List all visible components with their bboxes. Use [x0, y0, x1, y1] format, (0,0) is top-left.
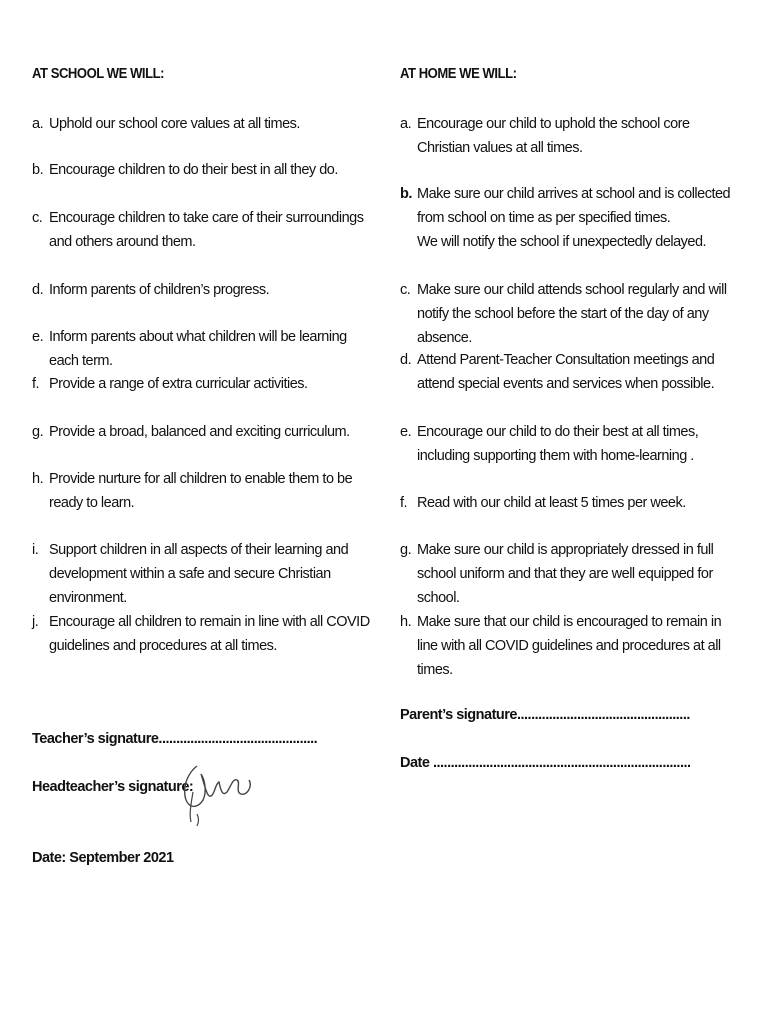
- item-letter: j.: [32, 614, 39, 630]
- item-letter: f.: [400, 495, 408, 511]
- school-item-g: [32, 420, 372, 444]
- item-text: Provide nurture for all children to enable them to be ready to learn.: [49, 471, 353, 511]
- item-letter: g.: [400, 542, 412, 558]
- item-text: Inform parents of children’s progress.: [49, 282, 270, 298]
- document-date: Date: September 2021: [32, 850, 174, 866]
- item-letter: c.: [400, 282, 411, 298]
- item-text: Attend Parent-Teacher Consultation meetings and attend special events and services when possible.: [417, 352, 715, 392]
- school-item-a: [32, 112, 372, 136]
- home-item-d: [400, 348, 745, 396]
- home-item-e: [400, 420, 745, 468]
- home-item-f: [400, 491, 745, 515]
- school-item-i: [32, 538, 372, 610]
- school-item-d: [32, 278, 372, 302]
- item-subtext: We will notify the school if unexpectedly delayed.: [417, 234, 707, 250]
- item-letter: g.: [32, 424, 44, 440]
- item-letter: d.: [400, 352, 412, 368]
- item-letter: f.: [32, 376, 40, 392]
- item-text: Encourage all children to remain in line with all COVID guidelines and procedures at all times.: [49, 614, 370, 654]
- item-letter: c.: [32, 210, 43, 226]
- parent-date-line: Date .........................................................................: [400, 755, 691, 771]
- handwritten-signature: [175, 756, 255, 828]
- item-text: Uphold our school core values at all times.: [49, 116, 300, 132]
- item-main-text: Make sure our child arrives at school and is collected from school on time as per specified times.: [417, 186, 731, 226]
- item-text: Read with our child at least 5 times per week.: [417, 495, 686, 511]
- item-text: Support children in all aspects of their learning and development within a safe and secure Christian environment.: [49, 542, 349, 606]
- item-text: Provide a range of extra curricular activities.: [49, 376, 308, 392]
- school-item-e: [32, 325, 372, 373]
- item-text: Encourage our child to uphold the school core Christian values at all times.: [417, 116, 690, 156]
- home-item-b: [400, 182, 745, 254]
- teacher-signature-line: Teacher’s signature.............................................: [32, 731, 318, 747]
- school-item-b: [32, 158, 372, 182]
- item-letter: h.: [32, 471, 44, 487]
- item-text: Encourage children to do their best in all they do.: [49, 162, 338, 178]
- item-letter: e.: [32, 329, 44, 345]
- item-letter: a.: [400, 116, 412, 132]
- item-letter: h.: [400, 614, 412, 630]
- item-letter: e.: [400, 424, 412, 440]
- school-item-c: [32, 206, 372, 254]
- school-heading: AT SCHOOL WE WILL:: [32, 66, 165, 82]
- item-text: Provide a broad, balanced and exciting curriculum.: [49, 424, 350, 440]
- home-item-g: [400, 538, 745, 610]
- item-text: [417, 182, 745, 254]
- item-letter: b.: [400, 186, 412, 202]
- item-letter: i.: [32, 542, 39, 558]
- item-text: Make sure that our child is encouraged to remain in line with all COVID guidelines and procedures at all times.: [417, 614, 722, 678]
- headteacher-signature-label: Headteacher’s signature:: [32, 779, 194, 795]
- item-text: Make sure our child is appropriately dressed in full school uniform and that they are well equipped for school.: [417, 542, 714, 606]
- home-item-c: [400, 278, 745, 350]
- item-letter: d.: [32, 282, 44, 298]
- item-letter: a.: [32, 116, 44, 132]
- school-item-h: [32, 467, 372, 515]
- home-item-h: [400, 610, 745, 682]
- item-text: Make sure our child attends school regularly and will notify the school before the start of the day of any absence.: [417, 282, 727, 346]
- item-text: Inform parents about what children will be learning each term.: [49, 329, 347, 369]
- item-letter: b.: [32, 162, 44, 178]
- school-item-j: [32, 610, 372, 658]
- parent-signature-line: Parent’s signature.................................................: [400, 707, 690, 723]
- item-text: Encourage children to take care of their surroundings and others around them.: [49, 210, 364, 250]
- school-item-f: [32, 372, 372, 396]
- home-item-a: [400, 112, 745, 160]
- home-heading: AT HOME WE WILL:: [400, 66, 517, 82]
- item-text: Encourage our child to do their best at all times, including supporting them with home-learning .: [417, 424, 699, 464]
